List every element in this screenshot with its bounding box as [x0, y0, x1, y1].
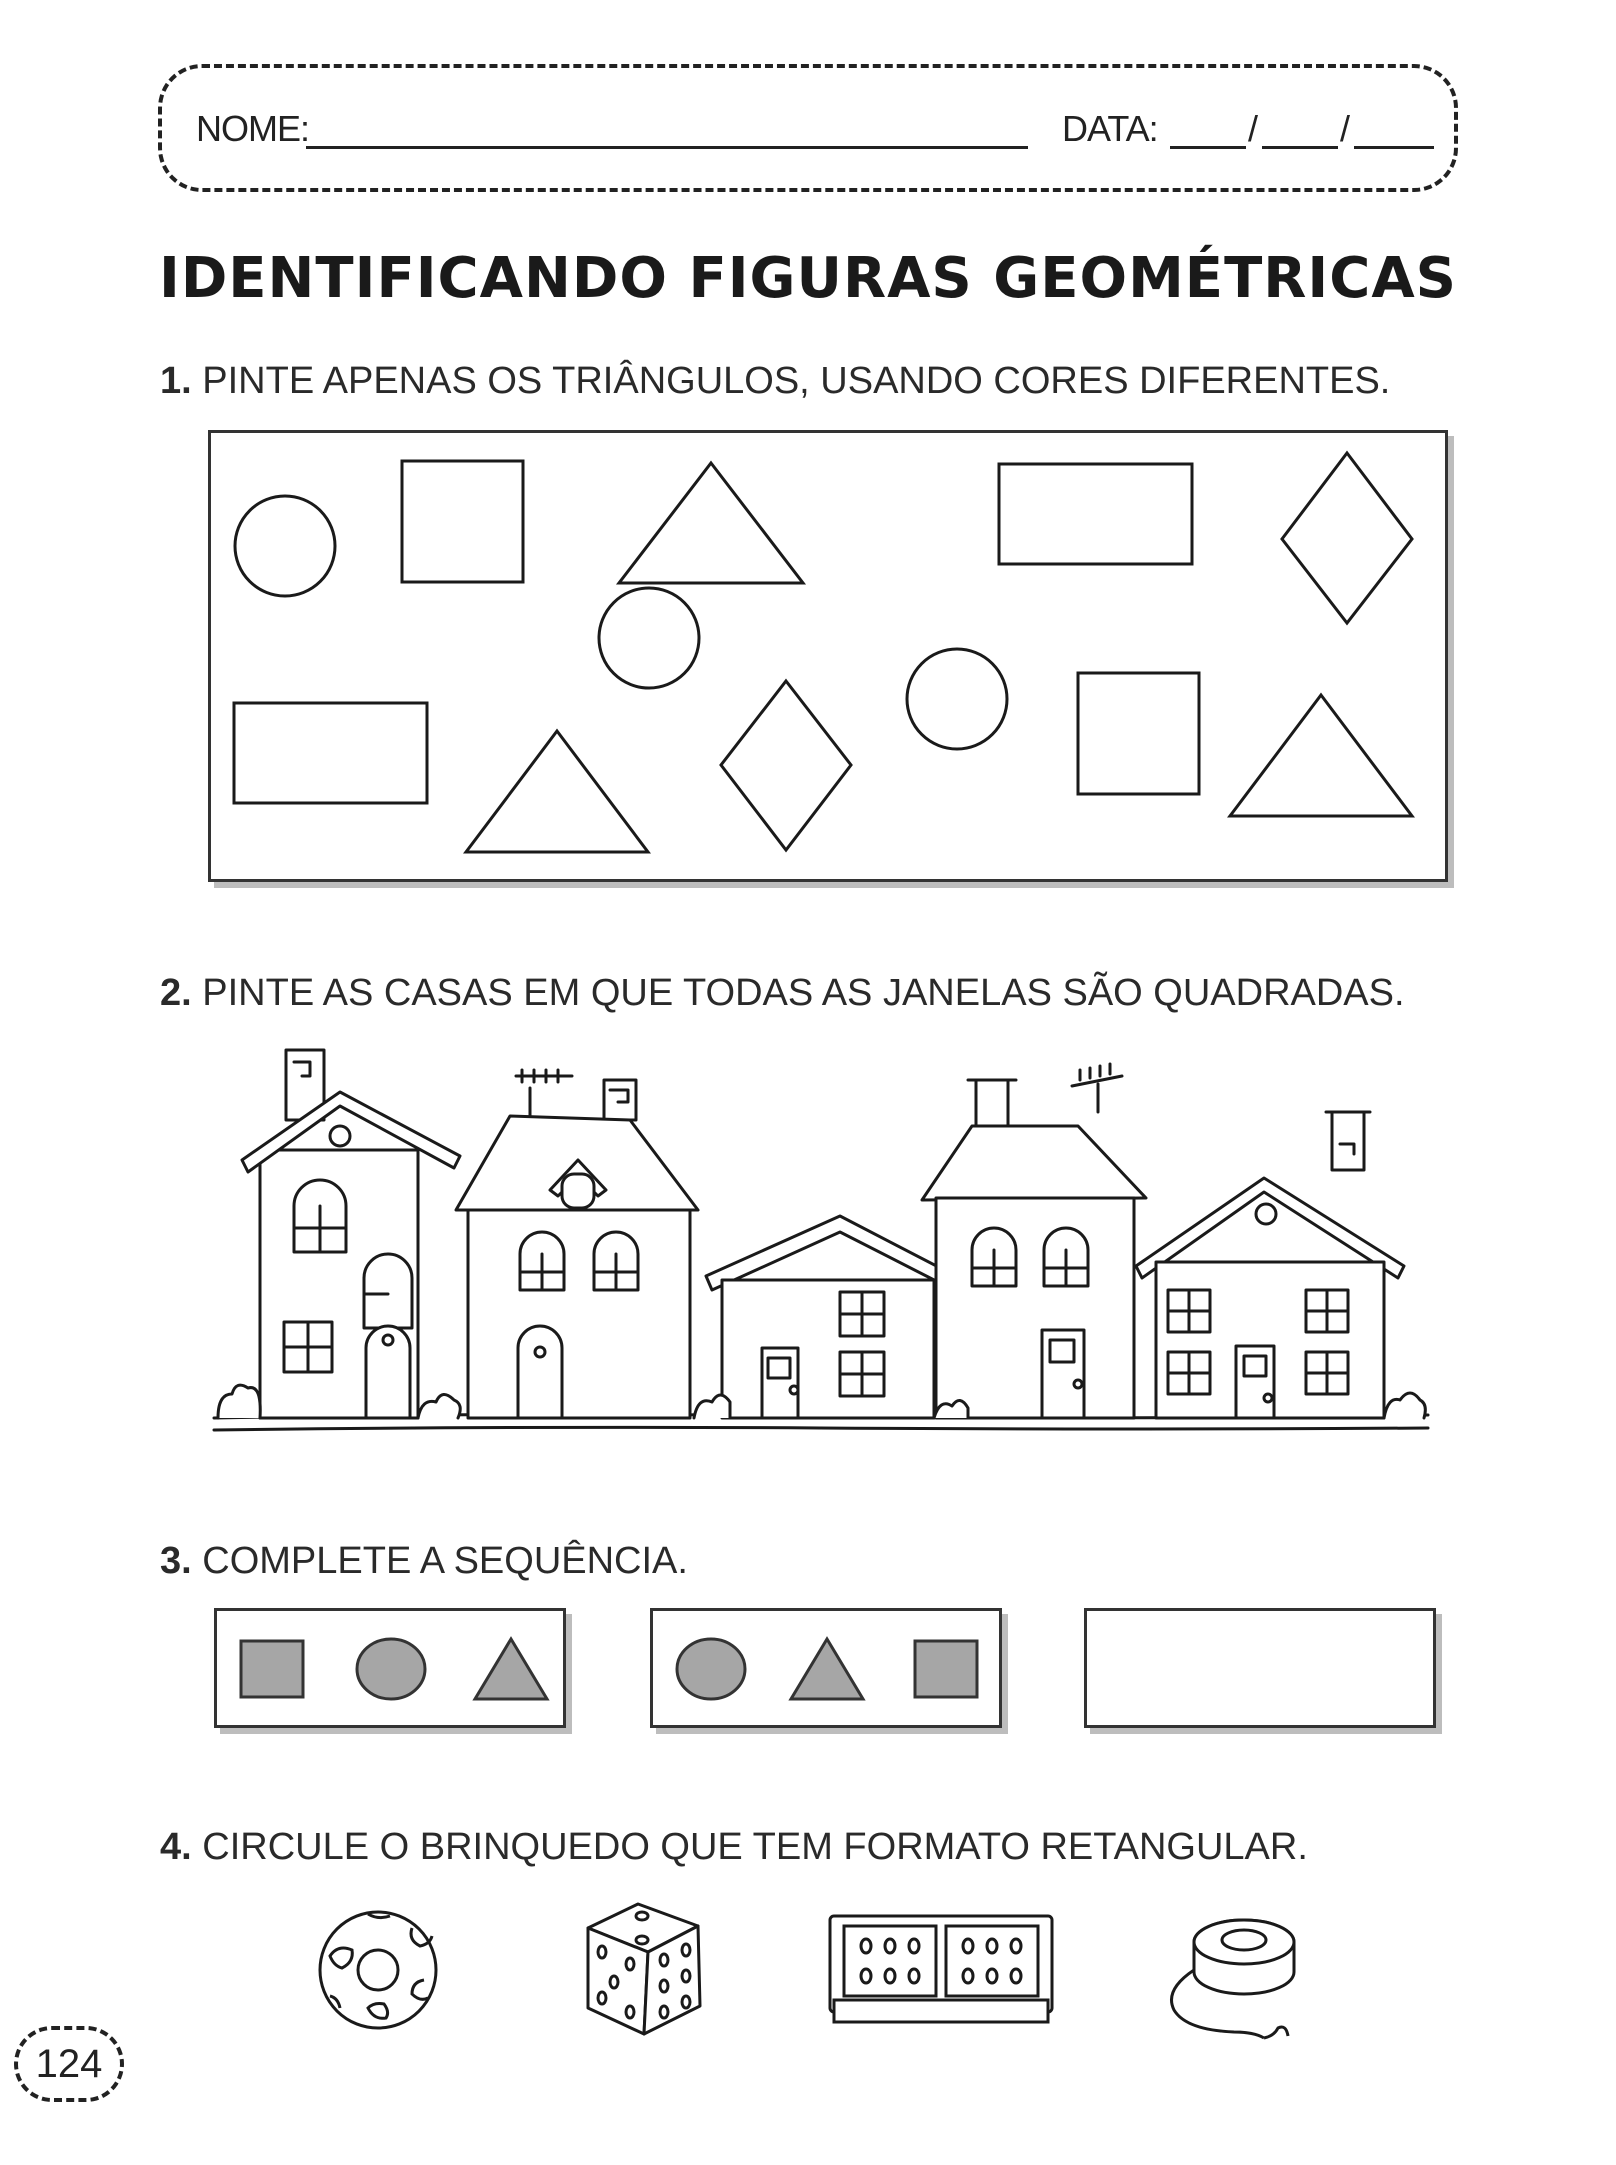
triangle-shape — [475, 1639, 547, 1699]
question-text: PINTE APENAS OS TRIÂNGULOS, USANDO CORES DIFERENTES. — [202, 360, 1391, 402]
question-text: PINTE AS CASAS EM QUE TODAS AS JANELAS SÃO QUADRADAS. — [202, 972, 1405, 1014]
question-1 — [160, 360, 1390, 403]
square-shape[interactable] — [402, 461, 523, 582]
header-box — [158, 64, 1458, 192]
square-shape[interactable] — [1078, 673, 1199, 794]
name-field[interactable] — [306, 146, 1028, 149]
date-separator: / — [1248, 108, 1258, 149]
sequence-shapes — [217, 1611, 565, 1727]
sequence-box-2 — [650, 1608, 1002, 1728]
ball-icon[interactable] — [312, 1904, 452, 2044]
house-1[interactable] — [242, 1050, 460, 1418]
circle-shape[interactable] — [907, 649, 1007, 749]
circle-shape[interactable] — [599, 588, 699, 688]
house-5[interactable] — [1136, 1112, 1404, 1418]
question-text: COMPLETE A SEQUÊNCIA. — [202, 1540, 688, 1582]
question-number: 2. — [160, 972, 192, 1014]
question-3 — [160, 1540, 688, 1583]
date-separator: / — [1340, 108, 1350, 149]
triangle-shape — [791, 1639, 863, 1699]
house-4[interactable] — [922, 1064, 1146, 1418]
page-number: 124 — [14, 2026, 124, 2102]
triangle-shape[interactable] — [466, 731, 648, 852]
diamond-shape[interactable] — [1282, 453, 1412, 623]
triangle-shape[interactable] — [1230, 695, 1412, 816]
rectangle-shape[interactable] — [999, 464, 1192, 564]
date-month-field[interactable] — [1262, 146, 1338, 149]
page-title: IDENTIFICANDO FIGURAS GEOMÉTRICAS — [158, 246, 1457, 311]
question-4 — [160, 1826, 1308, 1869]
circle-shape — [357, 1639, 425, 1699]
date-label: DATA: — [1062, 108, 1158, 149]
house-2[interactable] — [456, 1070, 698, 1418]
question-number: 1. — [160, 360, 192, 402]
circle-shape — [677, 1639, 745, 1699]
house-3[interactable] — [706, 1216, 948, 1418]
date-year-field[interactable] — [1354, 146, 1434, 149]
sequence-answer-box[interactable] — [1084, 1608, 1436, 1728]
sequence-shapes — [653, 1611, 1001, 1727]
diamond-shape[interactable] — [721, 681, 851, 850]
circle-shape[interactable] — [235, 496, 335, 596]
domino-icon[interactable] — [822, 1910, 1062, 2030]
question-number: 3. — [160, 1540, 192, 1582]
triangle-shape[interactable] — [619, 463, 803, 583]
dice-icon[interactable] — [574, 1894, 714, 2044]
name-label: NOME: — [196, 108, 310, 149]
square-shape — [241, 1641, 303, 1697]
rectangle-shape[interactable] — [234, 703, 427, 803]
question-2 — [160, 972, 1405, 1015]
question-text: CIRCULE O BRINQUEDO QUE TEM FORMATO RETANGULAR. — [202, 1826, 1308, 1868]
square-shape — [915, 1641, 977, 1697]
date-day-field[interactable] — [1170, 146, 1246, 149]
shapes-panel — [208, 430, 1448, 882]
question-number: 4. — [160, 1826, 192, 1868]
houses-illustration — [200, 1040, 1440, 1450]
yoyo-icon[interactable] — [1154, 1904, 1334, 2044]
shapes-drawing — [211, 433, 1447, 881]
sequence-box-1 — [214, 1608, 566, 1728]
